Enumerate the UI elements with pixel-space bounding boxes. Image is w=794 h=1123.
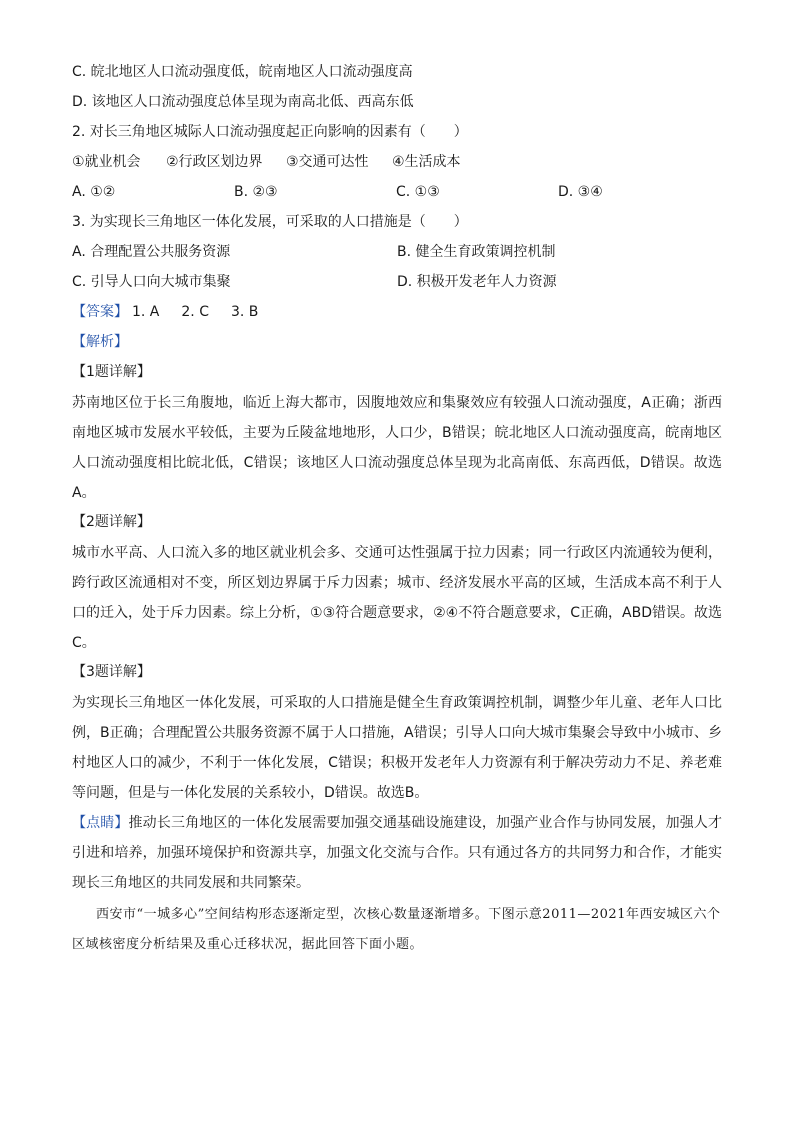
answer-item-3: 3. B <box>230 304 259 320</box>
q3-option-b: B. 健全生育政策调控机制 <box>397 244 556 260</box>
answer-item-2: 2. C <box>181 304 209 320</box>
q1-option-d: D. 该地区人口流动强度总体呈现为南高北低、西高东低 <box>72 94 414 110</box>
comment-block <box>72 808 722 898</box>
q2-factor-3: ③交通可达性 <box>286 154 369 170</box>
analysis-3-heading: 【3题详解】 <box>72 664 151 680</box>
q3-options-row-1 <box>72 242 722 272</box>
answer-line <box>72 302 722 332</box>
q3-option-d: D. 积极开发老年人力资源 <box>397 274 557 290</box>
analysis-2-heading: 【2题详解】 <box>72 514 151 530</box>
next-question-intro: 西安市“一城多心”空间结构形态逐渐定型，次核心数量逐渐增多。下图示意2011—2021年西安城区六个区域核密度分析结果及重心迁移状况，据此回答下面小题。 <box>72 907 721 952</box>
document-page <box>72 62 722 960</box>
q1-option-c: C. 皖北地区人口流动强度低，皖南地区人口流动强度高 <box>72 64 413 80</box>
q2-option-b: B. ②③ <box>234 184 278 200</box>
q2-option-d: D. ③④ <box>558 184 603 200</box>
q3-options-row-2 <box>72 272 722 302</box>
comment-tag: 【点睛】 <box>72 815 129 831</box>
q2-stem: 2. 对长三角地区城际人口流动强度起正向影响的因素有（ ） <box>72 124 468 140</box>
analysis-1-heading: 【1题详解】 <box>72 364 151 380</box>
comment-text: 推动长三角地区的一体化发展需要加强交通基础设施建设，加强产业合作与协同发展，加强人才引进和培养，加强环境保护和资源共享，加强文化交流与合作。只有通过各方的共同努力和合作，才能实现长三角地区的共同发展和共同繁荣。 <box>72 815 723 891</box>
analysis-2-text: 城市水平高、人口流入多的地区就业机会多、交通可达性强属于拉力因素；同一行政区内流通较为便利，跨行政区流通相对不变，所区划边界属于斥力因素；城市、经济发展水平高的区域，生活成本高不利于人口的迁入，处于斥力因素。综上分析，①③符合题意要求，②④不符合题意要求，C正确，ABD错误。故选C。 <box>72 545 722 651</box>
q2-option-c: C. ①③ <box>396 184 440 200</box>
analysis-3-text: 为实现长三角地区一体化发展，可采取的人口措施是健全生育政策调控机制，调整少年儿童、老年人口比例，B正确；合理配置公共服务资源不属于人口措施，A错误；引导人口向大城市集聚会导致中小城市、乡村地区人口的减少，不利于一体化发展，C错误；积极开发老年人力资源有利于解决劳动力不足、养老难等问题，但是与一体化发展的关系较小，D错误。故选B。 <box>72 695 722 801</box>
q3-stem: 3. 为实现长三角地区一体化发展，可采取的人口措施是（ ） <box>72 214 468 230</box>
analysis-tag: 【解析】 <box>72 334 128 350</box>
q2-factors <box>72 152 722 182</box>
q3-option-a: A. 合理配置公共服务资源 <box>72 244 231 260</box>
q2-options <box>72 182 722 212</box>
analysis-1-text: 苏南地区位于长三角腹地，临近上海大都市，因腹地效应和集聚效应有较强人口流动强度，A正确；浙西南地区城市发展水平较低，主要为丘陵盆地地形，人口少，B错误；皖北地区人口流动强度高，皖南地区人口流动强度相比皖北低，C错误；该地区人口流动强度总体呈现为北高南低、东高西低，D错误。故选A。 <box>72 395 722 501</box>
answer-tag: 【答案】 <box>72 304 128 320</box>
q2-factor-4: ④生活成本 <box>392 154 461 170</box>
q2-option-a: A. ①② <box>72 184 116 200</box>
answer-item-1: 1. A <box>132 304 160 320</box>
q3-option-c: C. 引导人口向大城市集聚 <box>72 274 231 290</box>
q2-factor-2: ②行政区划边界 <box>166 154 263 170</box>
q2-factor-1: ①就业机会 <box>72 154 141 170</box>
